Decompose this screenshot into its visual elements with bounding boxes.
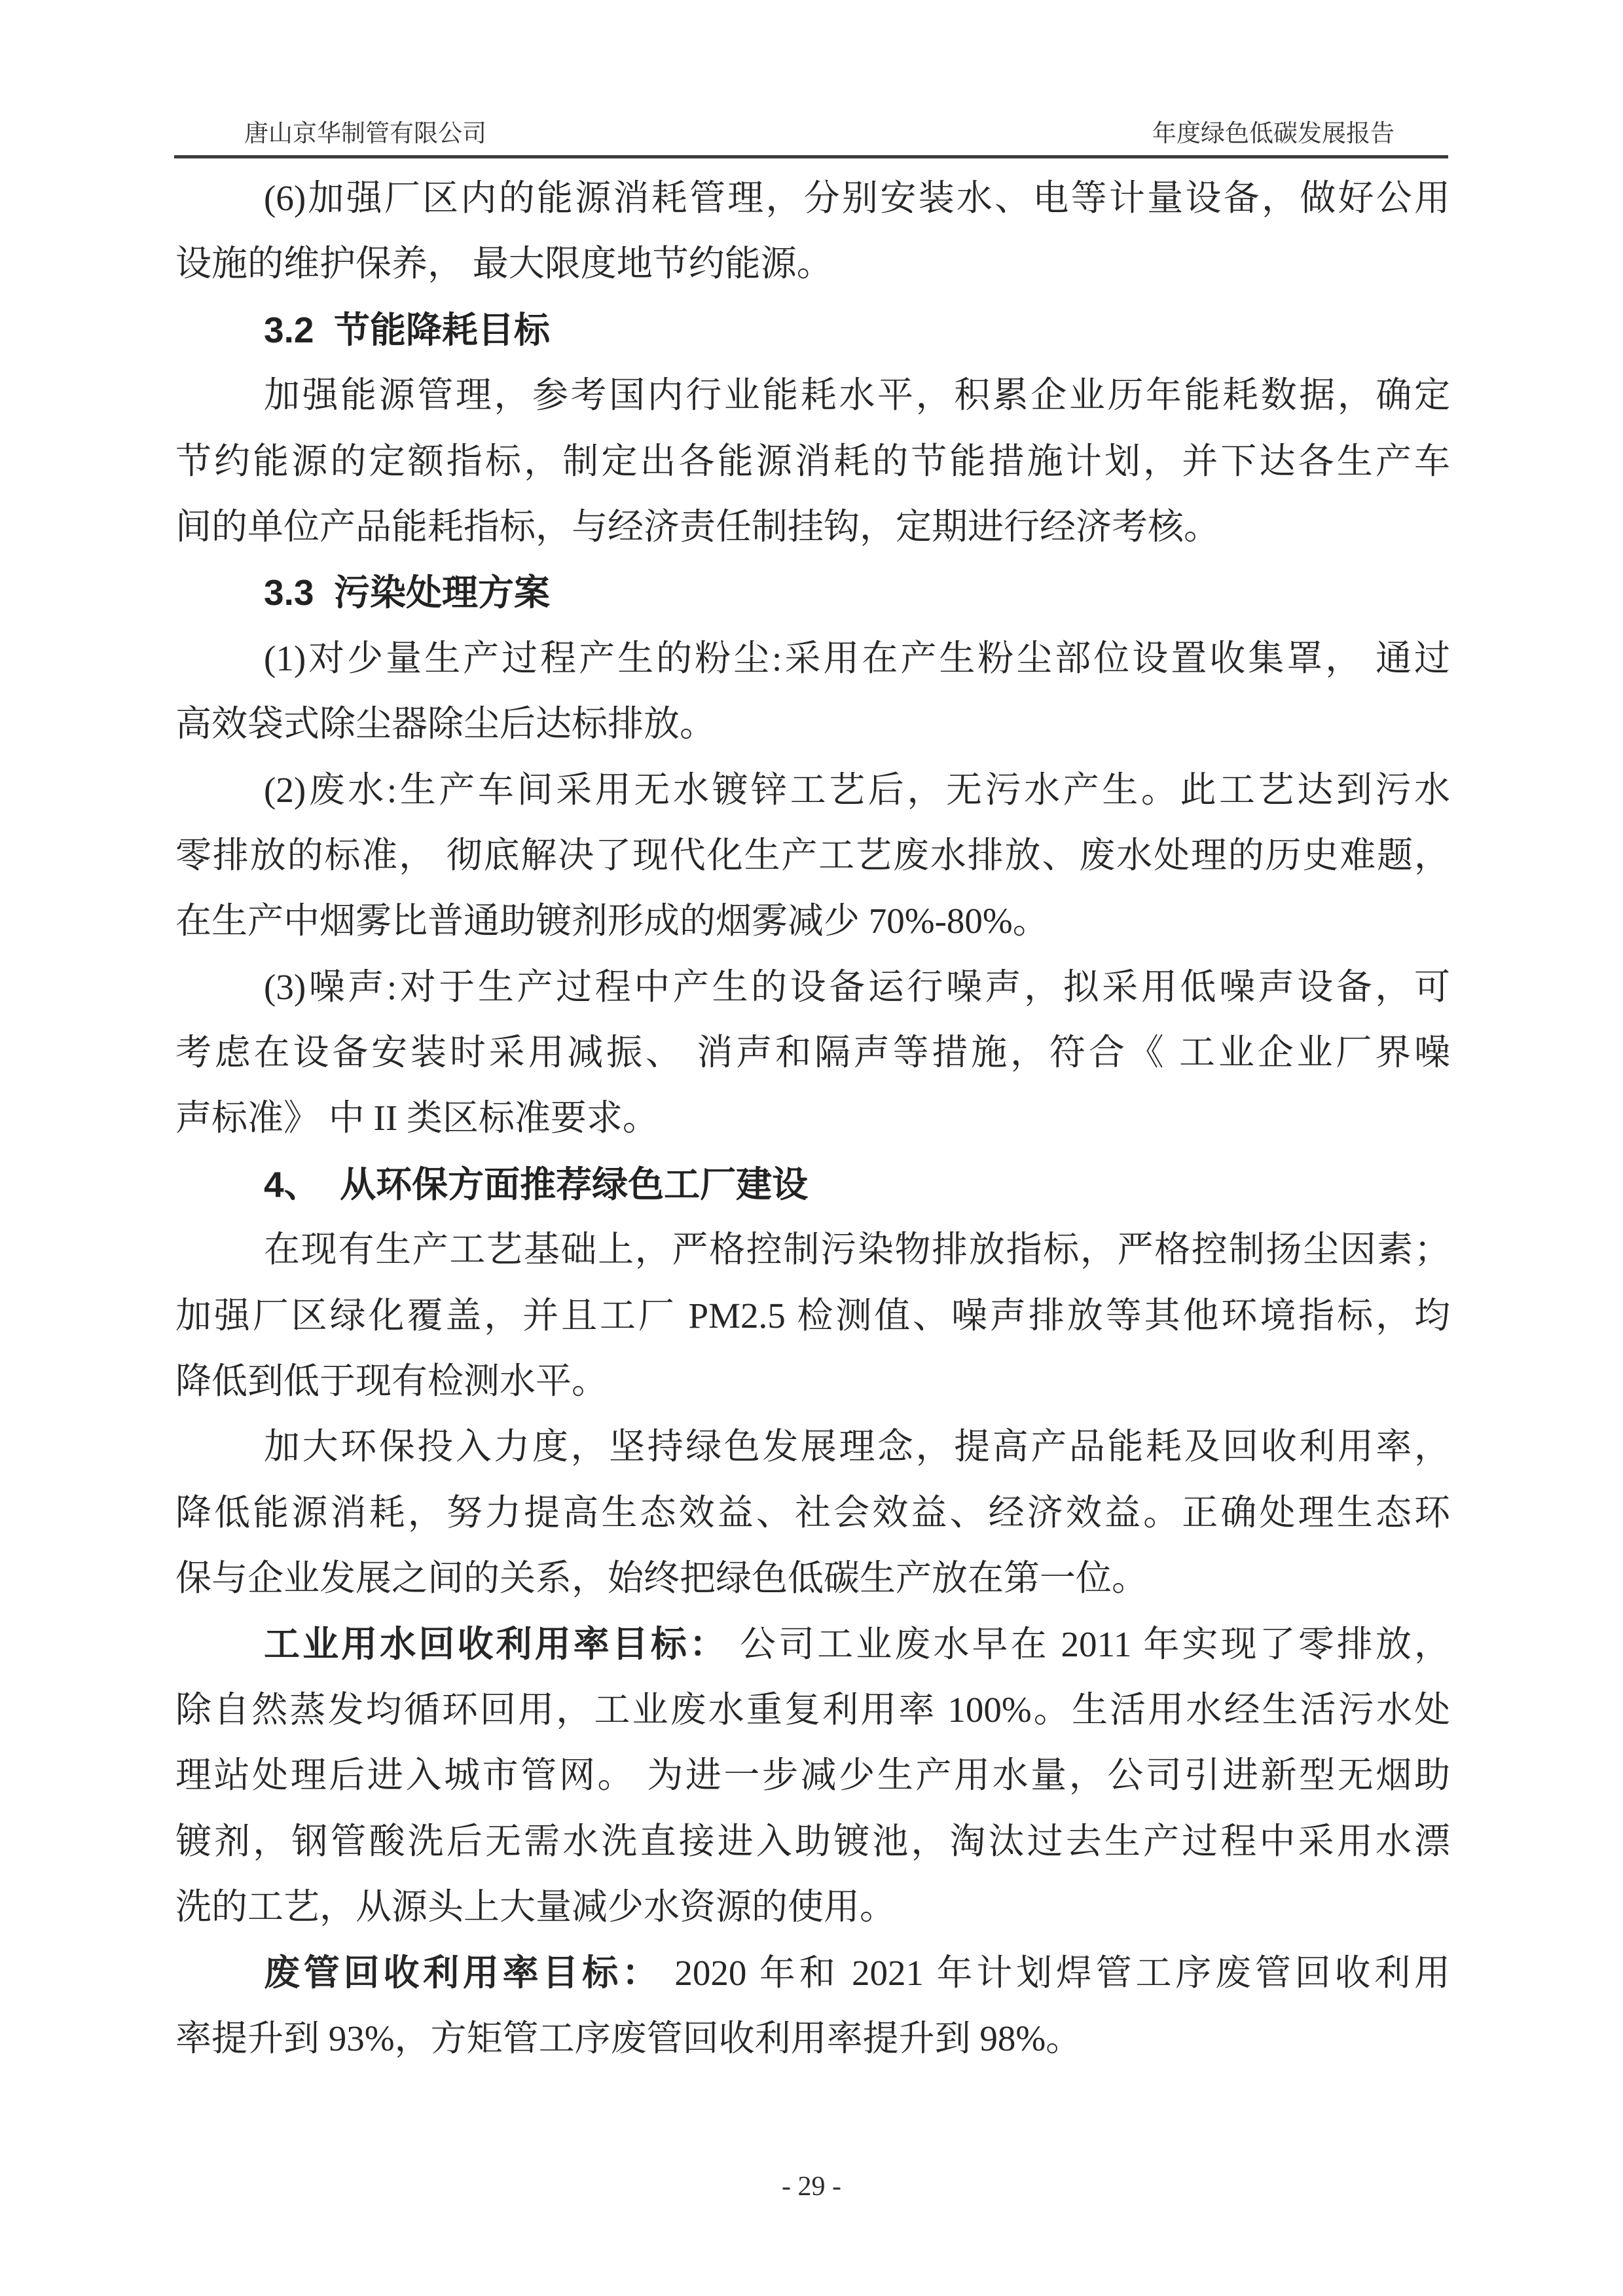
text-line xyxy=(175,2006,1450,2071)
text-segment: 零排放的标准， 彻底解决了现代化生产工艺废水排放、废水处理的历史难题， xyxy=(175,835,1450,875)
bold-text-segment: 3.2 节能降耗目标 xyxy=(264,309,551,350)
text-line xyxy=(175,1677,1450,1743)
text-line xyxy=(175,1874,1450,1940)
text-line xyxy=(175,1283,1450,1349)
text-segment: 除自然蒸发均循环回用，工业废水重复利用率 100%。生活用水经生活污水处 xyxy=(175,1689,1450,1730)
header-rule xyxy=(174,155,1448,158)
section-heading xyxy=(175,297,1450,363)
text-line xyxy=(175,363,1450,428)
header-report-title: 年度绿色低碳发展报告 xyxy=(1152,120,1395,147)
bold-text-segment: 3.3 污染处理方案 xyxy=(264,572,551,613)
text-line xyxy=(175,1020,1450,1085)
text-line xyxy=(175,1217,1450,1283)
text-line xyxy=(175,1941,1450,2006)
bold-text-segment: 工业用水回收利用率目标： xyxy=(264,1624,729,1664)
text-line xyxy=(175,757,1450,823)
text-line xyxy=(175,955,1450,1020)
text-line xyxy=(175,494,1450,560)
text-segment: 保与企业发展之间的关系，始终把绿色低碳生产放在第一位。 xyxy=(175,1558,1148,1599)
text-line xyxy=(175,888,1450,954)
bold-text-segment: 4、 从环保方面推荐绿色工厂建设 xyxy=(264,1163,809,1205)
page-footer xyxy=(0,2171,1623,2202)
text-segment: 加强能源管理，参考国内行业能耗水平，积累企业历年能耗数据，确定 xyxy=(264,375,1450,416)
text-line xyxy=(175,823,1450,888)
text-line xyxy=(175,231,1450,297)
text-segment: 降低到低于现有检测水平。 xyxy=(175,1361,608,1402)
text-segment: 在生产中烟雾比普通助镀剂形成的烟雾减少 70%-80%。 xyxy=(175,901,1049,941)
text-segment: (6)加强厂区内的能源消耗管理，分别安装水、电等计量设备，做好公用 xyxy=(264,178,1450,218)
text-segment: 节约能源的定额指标，制定出各能源消耗的节能措施计划，并下达各生产车 xyxy=(175,441,1450,481)
section-heading xyxy=(175,1152,1450,1217)
text-segment: 加大环保投入力度，坚持绿色发展理念，提高产品能耗及回收利用率， xyxy=(264,1427,1450,1467)
bold-text-segment: 废管回收利用率目标： xyxy=(264,1952,662,1993)
text-segment: 镀剂，钢管酸洗后无需水洗直接进入助镀池，淘汰过去生产过程中采用水漂 xyxy=(175,1821,1450,1861)
text-line xyxy=(175,1612,1450,1677)
text-segment: 公司工业废水早在 2011 年实现了零排放， xyxy=(728,1624,1450,1664)
text-line xyxy=(175,1414,1450,1480)
text-segment: 设施的维护保养， 最大限度地节约能源。 xyxy=(175,244,833,284)
text-segment: 声标准》 中 II 类区标准要求。 xyxy=(175,1098,659,1139)
text-segment: (2)废水:生产车间采用无水镀锌工艺后，无污水产生。此工艺达到污水 xyxy=(264,769,1450,810)
text-line xyxy=(175,1349,1450,1414)
header-company-name: 唐山京华制管有限公司 xyxy=(244,120,486,147)
text-segment: 加强厂区绿化覆盖，并且工厂 PM2.5 检测值、噪声排放等其他环境指标，均 xyxy=(175,1295,1450,1336)
text-segment: 考虑在设备安装时采用减振、 消声和隔声等措施，符合《 工业企业厂界噪 xyxy=(175,1032,1450,1073)
text-line xyxy=(175,1085,1450,1151)
text-line xyxy=(175,429,1450,494)
text-segment: 在现有生产工艺基础上，严格控制污染物排放指标，严格控制扬尘因素； xyxy=(264,1230,1450,1270)
text-line xyxy=(175,1743,1450,1808)
text-segment: (1)对少量生产过程产生的粉尘:采用在产生粉尘部位设置收集罩， 通过 xyxy=(264,638,1450,678)
text-line xyxy=(175,166,1450,231)
text-segment: 理站处理后进入城市管网。 为进一步减少生产用水量，公司引进新型无烟助 xyxy=(175,1755,1450,1796)
page-number: - 29 - xyxy=(782,2172,841,2202)
text-line xyxy=(175,1809,1450,1874)
text-line xyxy=(175,1546,1450,1611)
text-segment: 间的单位产品能耗指标，与经济责任制挂钩，定期进行经济考核。 xyxy=(175,506,1220,547)
text-segment: 率提升到 93%，方矩管工序废管回收利用率提升到 98%。 xyxy=(175,2018,1082,2058)
text-segment: (3)噪声:对于生产过程中产生的设备运行噪声，拟采用低噪声设备，可 xyxy=(264,966,1450,1007)
text-line xyxy=(175,626,1450,691)
text-segment: 洗的工艺，从源头上大量减少水资源的使用。 xyxy=(175,1887,896,1927)
text-line xyxy=(175,1480,1450,1546)
text-segment: 降低能源消耗，努力提高生态效益、社会效益、经济效益。正确处理生态环 xyxy=(175,1492,1450,1533)
page-header xyxy=(175,120,1450,149)
text-segment: 2020 年和 2021 年计划焊管工序废管回收利用 xyxy=(661,1952,1450,1993)
section-heading xyxy=(175,560,1450,625)
text-segment: 高效袋式除尘器除尘后达标排放。 xyxy=(175,704,716,744)
text-line xyxy=(175,691,1450,757)
document-body xyxy=(175,166,1450,2071)
